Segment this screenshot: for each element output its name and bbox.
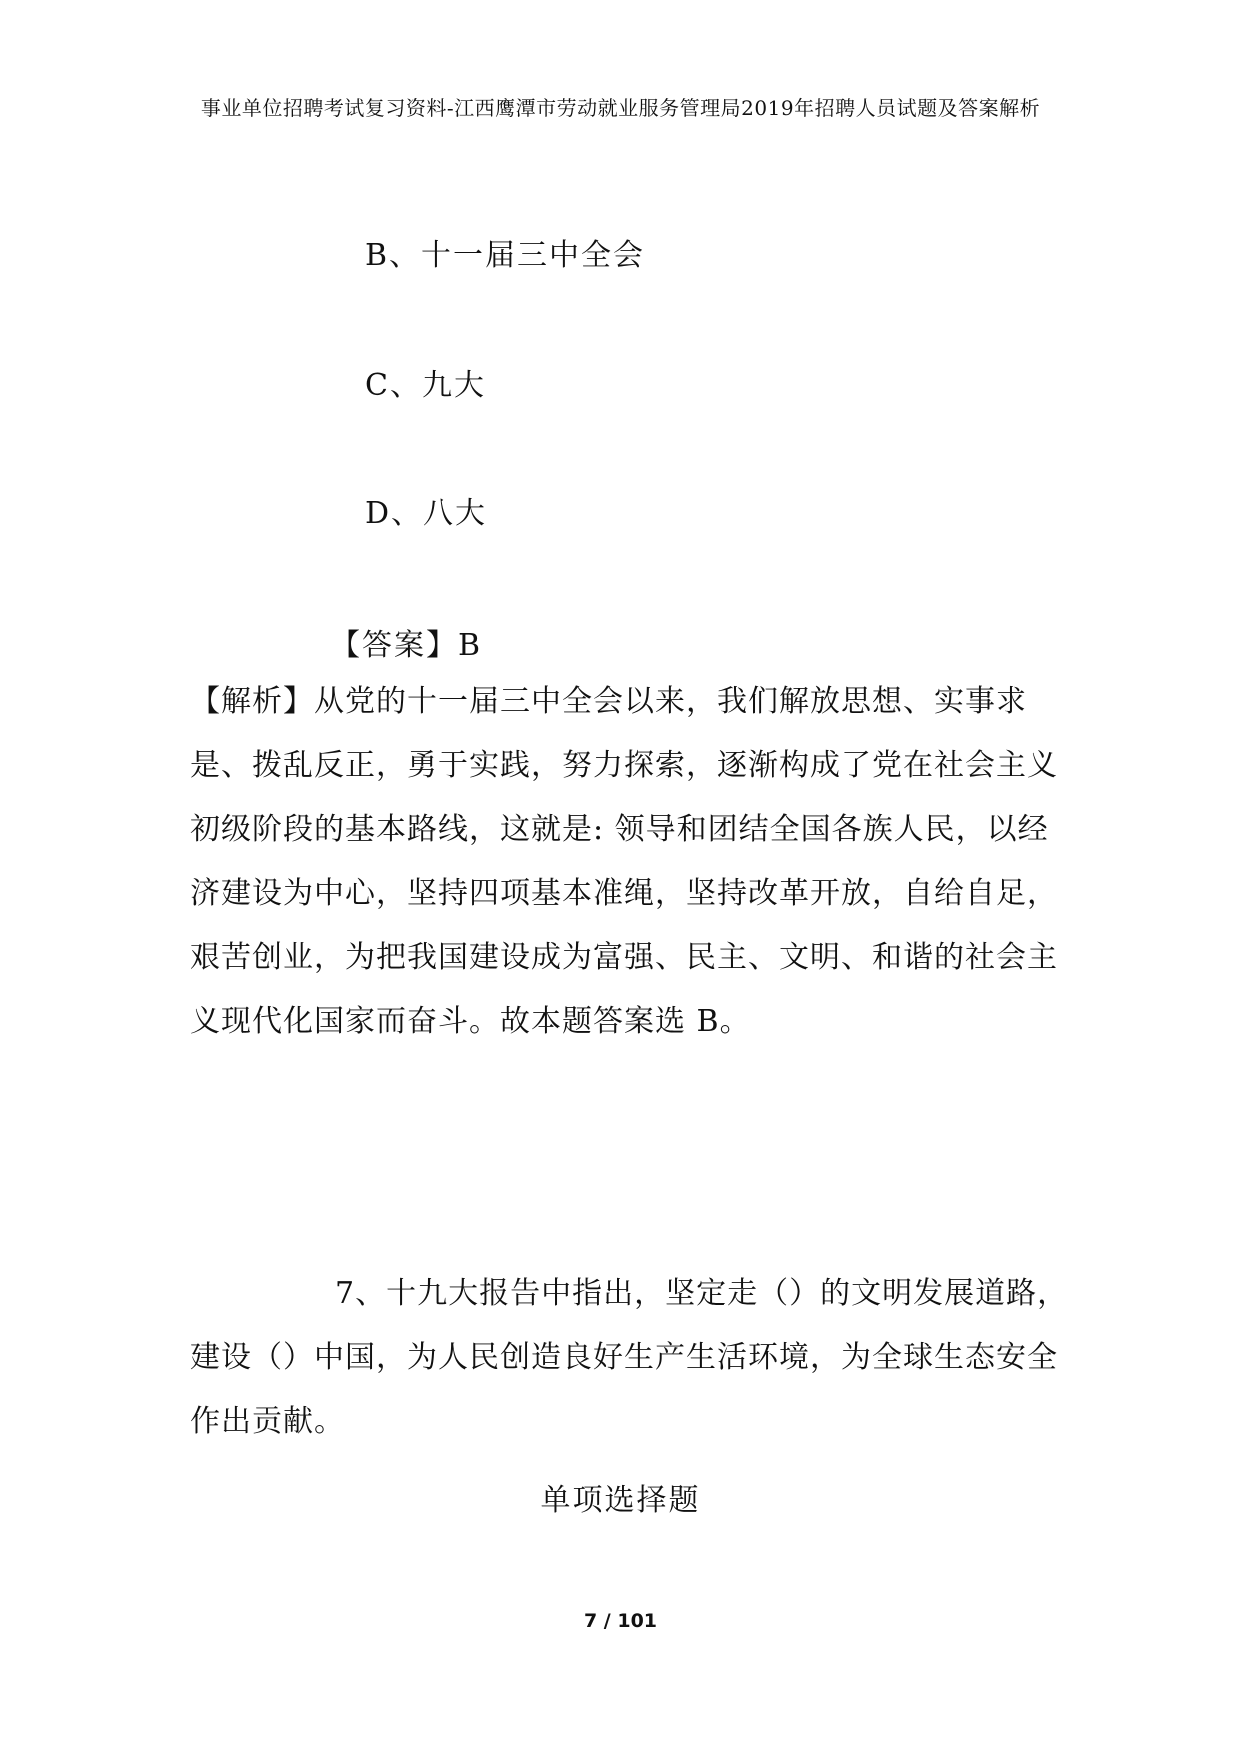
question-line: 建设（）中国，为人民创造良好生产生活环境，为全球生态安全	[190, 1340, 1058, 1375]
analysis-line: 是、拨乱反正，勇于实践，努力探索，逐渐构成了党在社会主义	[190, 748, 1058, 783]
question-7	[190, 1262, 1070, 1454]
option-c: C、九大	[365, 368, 486, 403]
question-type-title: 单项选择题	[540, 1483, 701, 1518]
analysis-line: 义现代化国家而奋斗。故本题答案选 B。	[190, 1004, 751, 1039]
analysis-line: 【解析】从党的十一届三中全会以来，我们解放思想、实事求	[190, 684, 1027, 719]
question-line: 7、十九大报告中指出，坚定走（）的文明发展道路，	[335, 1276, 1069, 1311]
answer-label: 【答案】B	[330, 628, 483, 663]
option-b: B、十一届三中全会	[365, 238, 646, 273]
analysis-line: 济建设为中心，坚持四项基本准绳，坚持改革开放，自给自足，	[190, 876, 1058, 911]
question-line: 作出贡献。	[190, 1404, 345, 1439]
analysis-line: 艰苦创业，为把我国建设成为富强、民主、文明、和谐的社会主	[190, 940, 1058, 975]
document-header: 事业单位招聘考试复习资料-江西鹰潭市劳动就业服务管理局2019年招聘人员试题及答案解析	[200, 96, 1041, 120]
page-number: 7 / 101	[583, 1610, 658, 1632]
analysis-line: 初级阶段的基本路线，这就是: 领导和团结全国各族人民，以经	[190, 812, 1049, 847]
option-d: D、八大	[365, 496, 488, 531]
analysis-paragraph	[190, 670, 1070, 1054]
